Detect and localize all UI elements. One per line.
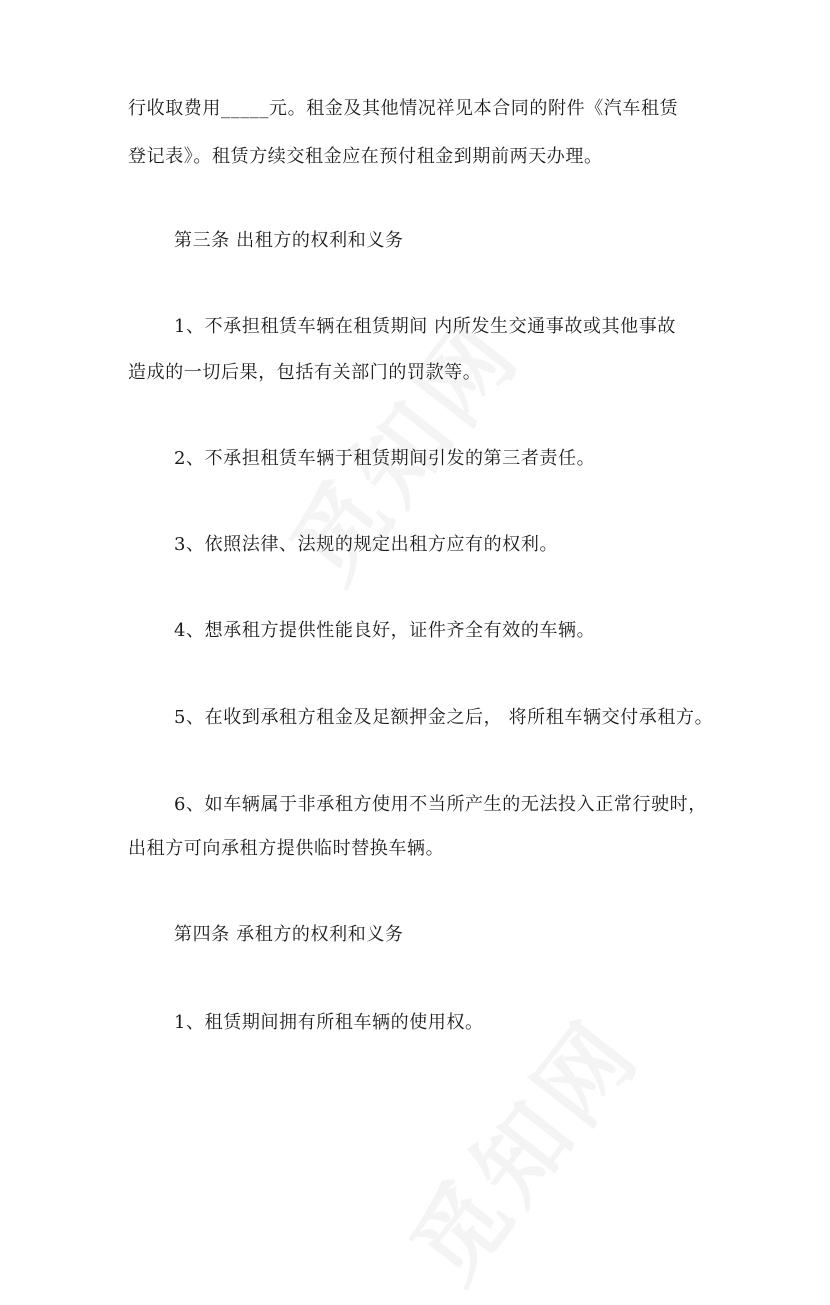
paragraph-line: 5、在收到承租方租金及足额押金之后， 将所租车辆交付承租方。	[174, 707, 714, 728]
paragraph-line: 1、不承担租赁车辆在租赁期间 内所发生交通事故或其他事故	[174, 316, 676, 337]
paragraph-line: 登记表》。租赁方续交租金应在预付租金到期前两天办理。	[128, 146, 603, 167]
paragraph-line: 6、如车辆属于非承租方使用不当所产生的无法投入正常行驶时，	[174, 794, 707, 815]
paragraph-line: 4、想承租方提供性能良好，证件齐全有效的车辆。	[174, 620, 596, 641]
paragraph-line: 造成的一切后果，包括有关部门的罚款等。	[128, 362, 482, 383]
paragraph-line: 2、不承担租赁车辆于租赁期间引发的第三者责任。	[174, 448, 596, 469]
paragraph-line: 出租方可向承租方提供临时替换车辆。	[128, 838, 445, 859]
section-heading: 第四条 承租方的权利和义务	[174, 924, 404, 945]
paragraph-line: 3、依照法律、法规的规定出租方应有的权利。	[174, 534, 559, 555]
section-heading: 第三条 出租方的权利和义务	[174, 230, 404, 251]
watermark	[376, 987, 665, 1305]
paragraph-line: 1、租赁期间拥有所租车辆的使用权。	[174, 1012, 484, 1033]
paragraph-line: 行收取费用_____元。租金及其他情况祥见本合同的附件《汽车租赁	[128, 98, 679, 119]
